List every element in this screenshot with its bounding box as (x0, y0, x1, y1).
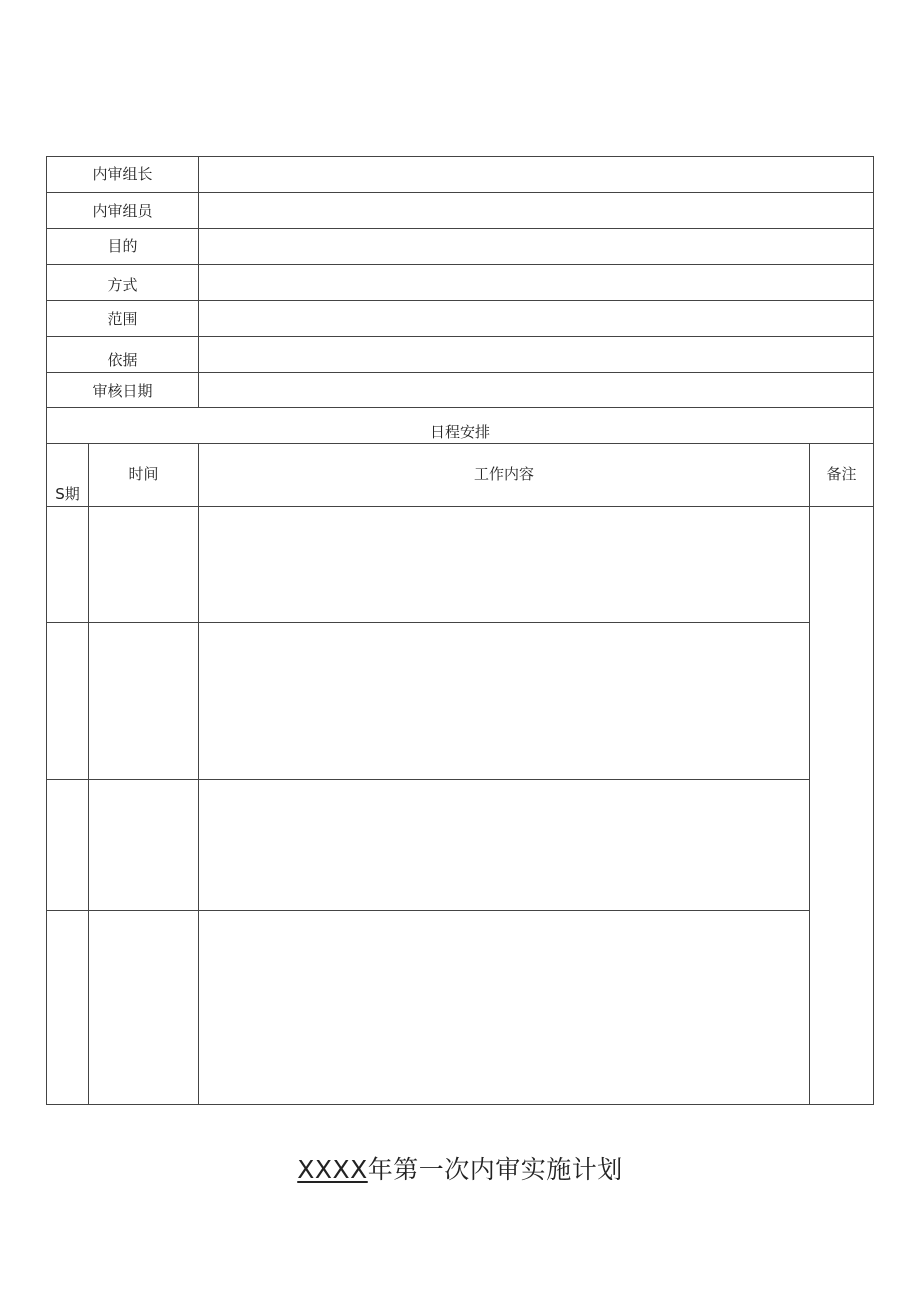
column-header-remarks: 备注 (826, 465, 857, 483)
column-divider-date (88, 443, 89, 1105)
row-divider (46, 228, 874, 229)
row-divider (46, 300, 874, 301)
label-column-divider (198, 156, 199, 408)
table-border-left (46, 156, 47, 1105)
schedule-row-divider (46, 622, 810, 623)
row-divider (46, 264, 874, 265)
label-audit-date: 审核日期 (92, 382, 153, 400)
row-divider (46, 506, 874, 507)
label-audit-leader: 内审组长 (92, 165, 153, 183)
label-scope: 范围 (107, 310, 138, 328)
schedule-row-divider (46, 910, 810, 911)
table-border-bottom (46, 1104, 874, 1105)
row-divider (46, 336, 874, 337)
label-method: 方式 (107, 276, 138, 294)
row-divider (46, 443, 874, 444)
row-divider (46, 407, 874, 408)
column-header-date: S期 (55, 485, 80, 503)
column-header-work-content: 工作内容 (473, 465, 534, 483)
column-divider-time (198, 443, 199, 1105)
title-text: 年第一次内审实施计划 (367, 1155, 623, 1184)
schedule-section-title: 日程安排 (429, 423, 490, 441)
label-audit-members: 内审组员 (92, 202, 153, 220)
document-title (0, 1153, 920, 1187)
row-divider (46, 372, 874, 373)
table-border-right (873, 156, 874, 1105)
label-basis: 依据 (107, 351, 138, 369)
table-border-top (46, 156, 874, 157)
schedule-row-divider (46, 779, 810, 780)
column-header-time: 时间 (128, 465, 159, 483)
column-divider-content (809, 443, 810, 1105)
row-divider (46, 192, 874, 193)
title-year-placeholder: XXXX (297, 1155, 368, 1184)
label-purpose: 目的 (107, 237, 138, 255)
